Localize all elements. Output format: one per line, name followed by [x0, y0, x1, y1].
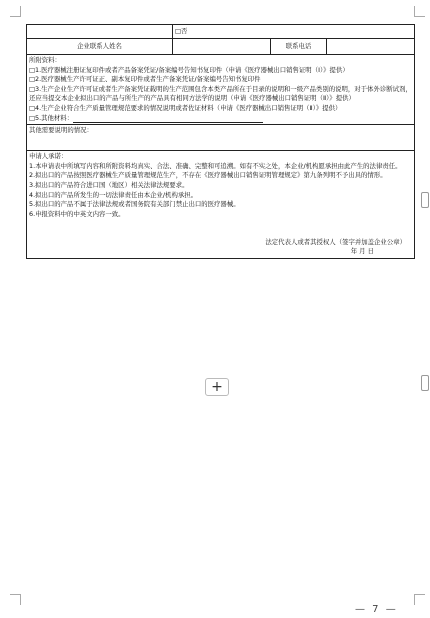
- contact-phone-label: [271, 39, 327, 54]
- commitment-item: 6.申报资料中的中英文内容一致。: [29, 209, 125, 218]
- notes-label: 其他需要说明的情况：: [29, 126, 93, 135]
- date-line: 年 月 日: [350, 247, 374, 256]
- crop-mark-top-left: [10, 6, 21, 17]
- no-option-label: □否: [175, 26, 188, 35]
- commitment-title: 申请人承诺：: [29, 152, 68, 161]
- application-form-table: [26, 24, 415, 259]
- edge-marker-right-bottom: [421, 375, 429, 391]
- contact-phone-label-text: 联系电话: [285, 41, 312, 50]
- row-commitment: [27, 151, 414, 257]
- commitment-item: 4.拟出口的产品所发生的一切法律责任由本企业/机构承担。: [29, 190, 198, 199]
- other-materials-field[interactable]: [73, 115, 263, 123]
- contact-name-label-text: 企业联系人姓名: [77, 41, 122, 50]
- signature-line: 法定代表人或者其授权人（签字并加盖企业公章）: [265, 237, 406, 246]
- crop-mark-top-right: [414, 6, 425, 17]
- crop-mark-bottom-left: [10, 594, 21, 605]
- row-attachments: [27, 55, 414, 125]
- crop-mark-bottom-right: [414, 594, 425, 605]
- edge-marker-right-top: [421, 192, 429, 208]
- commitment-item: 1.本申请表中所填写内容和所附资料均真实、合法、准确、完整和可追溯。如有不实之处，本企业/机构愿承担由此产生的法律责任。: [29, 161, 402, 170]
- contact-name-field[interactable]: [173, 39, 271, 54]
- commitment-item: 2.拟出口的产品按照医疗器械生产质量管理规范生产，不存在《医疗器械出口销售证明管理规定》第九条列明不予出具的情形。: [29, 171, 387, 180]
- row-notes[interactable]: [27, 125, 414, 151]
- blank-cell: [27, 25, 173, 38]
- attachment-item[interactable]: □2.医疗器械生产许可证正、副本复印件或者生产备案凭证/备案编号告知书复印件: [29, 75, 261, 84]
- plus-icon: +: [211, 379, 223, 395]
- attachment-item[interactable]: □4.生产企业符合生产质量管理规范要求的情况说明或者佐证材料（申请《医疗器械出口销售证明（Ⅱ）》提供）: [29, 104, 342, 113]
- row-top: [27, 25, 414, 39]
- attachments-title: 所附资料：: [29, 56, 61, 64]
- no-option-cell[interactable]: [173, 25, 414, 38]
- contact-name-label: [27, 39, 173, 54]
- attachment-item-other[interactable]: [29, 114, 412, 124]
- add-page-button[interactable]: [205, 378, 229, 396]
- page-number: — 7 —: [355, 604, 398, 615]
- attachment-item[interactable]: □1.医疗器械注册证复印件或者产品备案凭证/备案编号告知书复印件（申请《医疗器械出口销售证明（Ⅰ）》提供）: [29, 65, 349, 74]
- row-contact: [27, 39, 414, 55]
- commitment-item: 3.拟出口的产品符合进口国（地区）相关法律法规要求。: [29, 181, 189, 190]
- other-materials-label: □5.其他材料：: [29, 113, 74, 122]
- commitment-item: 5.拟出口的产品不属于法律法规或者国务院有关部门禁止出口的医疗器械。: [29, 200, 240, 209]
- contact-phone-field[interactable]: [327, 39, 414, 54]
- attachment-item[interactable]: □3.生产企业生产许可证或者生产备案凭证载明的生产范围包含本类产品所在于目录的说明和一级产品类别的说明，对于体外诊断试剂，还应当提交本企业拟出口的产品与所生产的产品具有相同方法学的说明（申请《医疗器械出口销售证明（Ⅱ）》提供）: [29, 84, 412, 103]
